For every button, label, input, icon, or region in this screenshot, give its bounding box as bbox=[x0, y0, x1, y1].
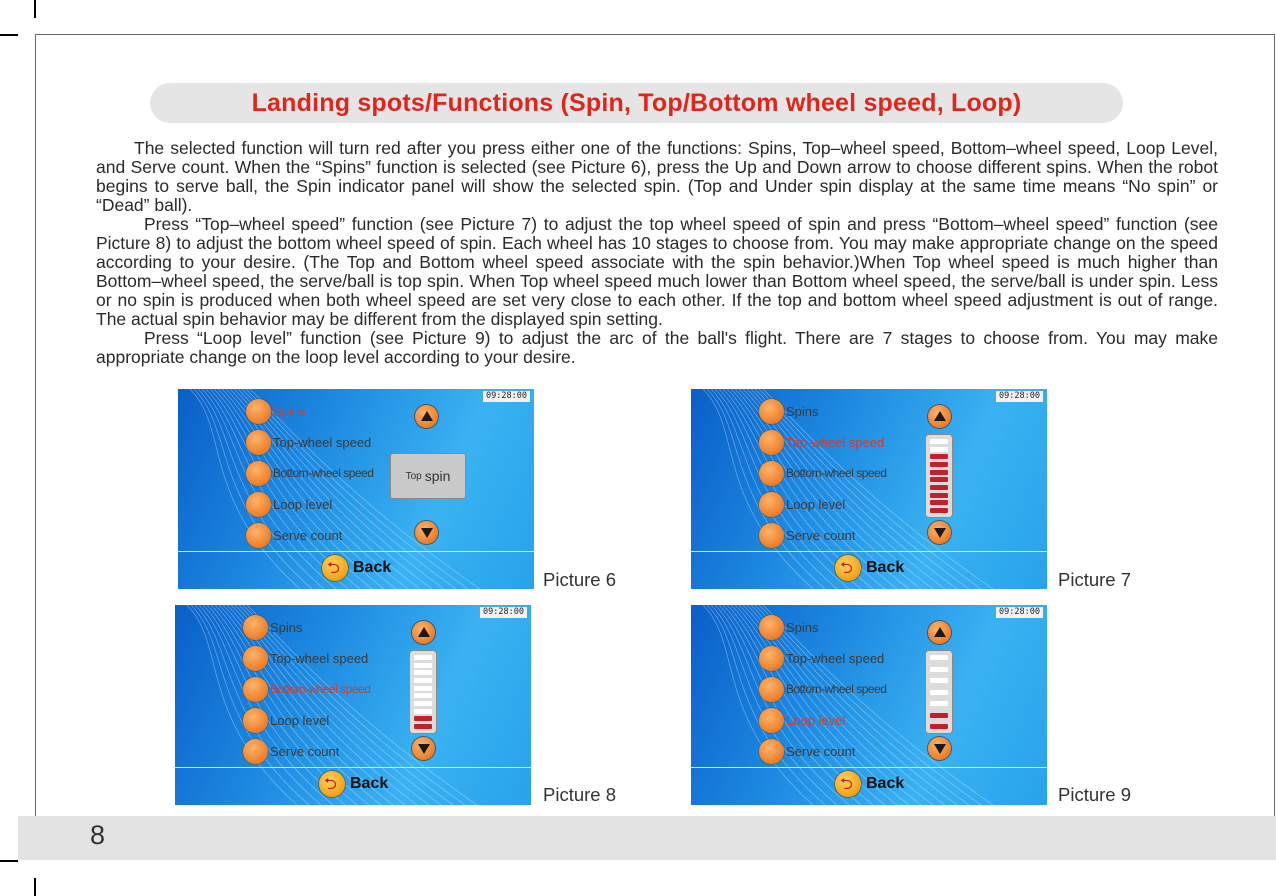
menu-item-top-wheel-speed[interactable] bbox=[759, 429, 884, 455]
back-arrow-icon[interactable] bbox=[319, 771, 345, 797]
meter-segment bbox=[930, 690, 948, 695]
meter-segment bbox=[930, 508, 948, 513]
menu-button-icon[interactable] bbox=[243, 739, 268, 764]
up-arrow-icon[interactable] bbox=[412, 621, 435, 644]
level-meter bbox=[925, 434, 953, 518]
back-button[interactable] bbox=[322, 555, 391, 581]
crop-mark-bottom bbox=[34, 878, 36, 896]
clock-display: 09:28:00 bbox=[483, 391, 530, 402]
spin-indicator-word-1: Top bbox=[405, 470, 422, 482]
menu-item-label: Loop level bbox=[273, 496, 333, 512]
menu-item-serve-count[interactable] bbox=[246, 522, 342, 548]
meter-segment bbox=[414, 678, 432, 683]
meter-segment bbox=[414, 655, 432, 660]
paragraph-spins: The selected function will turn red after you press either one of the functions: Spins, Top–wheel speed, Bottom–wheel speed, Loop Level, and Serve count. When the “Spins” function is selected (see Picture 6), press the Up and Down arrow to choose different spins. When the robot begins to serve ball, the Spin indicator panel will show the selected spin. (Top and Under spin display at the same time means “No spin” or “Dead” ball). bbox=[96, 138, 1218, 215]
crop-mark-top bbox=[34, 0, 36, 18]
down-arrow-icon[interactable] bbox=[412, 737, 435, 760]
meter-segment bbox=[414, 670, 432, 675]
menu-button-icon[interactable] bbox=[246, 430, 271, 455]
divider bbox=[691, 767, 1047, 768]
meter-segment bbox=[930, 701, 948, 706]
menu-item-label: Serve count bbox=[786, 527, 856, 543]
menu-button-icon[interactable] bbox=[759, 399, 784, 424]
meter-segment bbox=[930, 724, 948, 729]
menu-item-label: Top-wheel speed bbox=[270, 650, 369, 666]
meter-segment bbox=[414, 716, 432, 721]
back-arrow-icon[interactable] bbox=[835, 771, 861, 797]
screen-picture-7 bbox=[691, 389, 1047, 589]
menu-button-icon[interactable] bbox=[759, 461, 784, 486]
meter-segment bbox=[930, 500, 948, 505]
divider bbox=[175, 767, 531, 768]
spin-indicator bbox=[390, 453, 466, 499]
menu-button-icon[interactable] bbox=[246, 523, 271, 548]
menu-item-bottom-wheel-speed[interactable] bbox=[759, 676, 886, 702]
menu-item-spins[interactable] bbox=[759, 614, 819, 640]
menu-button-icon[interactable] bbox=[243, 646, 268, 671]
back-button[interactable] bbox=[319, 771, 388, 797]
menu-item-label: Spins bbox=[786, 403, 819, 419]
menu-item-serve-count[interactable] bbox=[243, 738, 339, 764]
level-meter bbox=[925, 650, 953, 734]
up-arrow-icon[interactable] bbox=[928, 405, 951, 428]
menu-item-serve-count[interactable] bbox=[759, 522, 855, 548]
menu-item-label: Serve count bbox=[270, 743, 340, 759]
caption-picture-8: Picture 8 bbox=[543, 784, 617, 805]
meter-segment bbox=[414, 701, 432, 706]
meter-segment bbox=[930, 439, 948, 444]
menu-item-label: Top-wheel speed bbox=[273, 434, 372, 450]
menu-item-top-wheel-speed[interactable] bbox=[243, 645, 368, 671]
menu-button-icon[interactable] bbox=[243, 677, 268, 702]
screen-picture-6 bbox=[178, 389, 534, 589]
meter-segment bbox=[930, 462, 948, 467]
menu-button-icon[interactable] bbox=[243, 615, 268, 640]
menu-button-icon[interactable] bbox=[246, 461, 271, 486]
menu-item-bottom-wheel-speed[interactable] bbox=[759, 460, 886, 486]
back-button-label: Back bbox=[353, 559, 392, 576]
down-arrow-icon[interactable] bbox=[928, 737, 951, 760]
screen-picture-8 bbox=[175, 605, 531, 805]
menu-button-icon[interactable] bbox=[759, 430, 784, 455]
menu-button-icon[interactable] bbox=[246, 399, 271, 424]
meter-segment bbox=[930, 470, 948, 475]
meter-segment bbox=[414, 663, 432, 668]
menu-button-icon[interactable] bbox=[759, 677, 784, 702]
body-text bbox=[96, 139, 1218, 367]
meter-segment bbox=[930, 713, 948, 718]
menu-item-top-wheel-speed[interactable] bbox=[246, 429, 371, 455]
clock-display: 09:28:00 bbox=[996, 391, 1043, 402]
clock-display: 09:28:00 bbox=[480, 607, 527, 618]
menu-item-label: Loop level bbox=[786, 712, 846, 728]
footer-band bbox=[18, 816, 1276, 860]
crop-mark-left-bottom bbox=[0, 860, 18, 862]
menu-item-bottom-wheel-speed[interactable] bbox=[243, 676, 370, 702]
paragraph-loop-level: Press “Loop level” function (see Picture 9) to adjust the arc of the ball's flight. There are 7 stages to choose from. You may make appropriate change on the loop level according to your desire. bbox=[96, 328, 1218, 367]
menu-item-label: Loop level bbox=[270, 712, 330, 728]
screen-picture-9 bbox=[691, 605, 1047, 805]
crop-mark-left-top bbox=[0, 34, 18, 36]
menu-item-label: Top-wheel speed bbox=[786, 434, 885, 450]
menu-item-label: Loop level bbox=[786, 496, 846, 512]
back-arrow-icon[interactable] bbox=[322, 555, 348, 581]
menu-button-icon[interactable] bbox=[759, 523, 784, 548]
meter-segment bbox=[414, 724, 432, 729]
divider bbox=[178, 551, 534, 552]
back-arrow-icon[interactable] bbox=[835, 555, 861, 581]
menu-item-bottom-wheel-speed[interactable] bbox=[246, 460, 373, 486]
page-number: 8 bbox=[90, 820, 106, 850]
down-arrow-icon[interactable] bbox=[415, 521, 438, 544]
menu-item-label: Bottom-wheel speed bbox=[270, 682, 371, 696]
meter-segment bbox=[414, 686, 432, 691]
menu-item-label: Spins bbox=[786, 619, 819, 635]
spin-indicator-word-2: spin bbox=[424, 468, 451, 484]
menu-button-icon[interactable] bbox=[246, 492, 271, 517]
menu-button-icon[interactable] bbox=[759, 615, 784, 640]
menu-button-icon[interactable] bbox=[759, 739, 784, 764]
menu-item-label: Bottom-wheel speed bbox=[273, 466, 374, 480]
back-button-label: Back bbox=[866, 559, 905, 576]
menu-button-icon[interactable] bbox=[759, 646, 784, 671]
menu-item-spins[interactable] bbox=[243, 614, 303, 640]
back-button-label: Back bbox=[350, 775, 389, 792]
divider bbox=[691, 551, 1047, 552]
caption-picture-6: Picture 6 bbox=[543, 569, 617, 590]
menu-item-spins[interactable] bbox=[759, 398, 819, 424]
menu-item-label: Bottom-wheel speed bbox=[786, 682, 887, 696]
menu-button-icon[interactable] bbox=[759, 492, 784, 517]
menu-item-label: Spins bbox=[270, 619, 303, 635]
meter-segment bbox=[930, 477, 948, 482]
menu-item-top-wheel-speed[interactable] bbox=[759, 645, 884, 671]
meter-segment bbox=[930, 447, 948, 452]
menu-item-loop-level[interactable] bbox=[246, 491, 332, 517]
meter-segment bbox=[930, 454, 948, 459]
up-arrow-icon[interactable] bbox=[415, 405, 438, 428]
meter-segment bbox=[930, 485, 948, 490]
menu-button-icon[interactable] bbox=[243, 708, 268, 733]
menu-item-loop-level[interactable] bbox=[243, 707, 329, 733]
back-button-label: Back bbox=[866, 775, 905, 792]
paragraph-wheel-speed: Press “Top–wheel speed” function (see Picture 7) to adjust the top wheel speed of spin and press “Bottom–wheel speed” function (see Picture 8) to adjust the bottom wheel speed of spin. Each wheel has 10 stages to choose from. You may make appropriate change on the speed according to your desire. (The Top and Bottom wheel speed associate with the spin behavior.)When Top wheel speed is much higher than Bottom–wheel speed, the serve/ball is top spin. When Top wheel speed much lower than Bottom wheel speed, the serve/ball is under spin. Less or no spin is produced when both wheel speed are set very close to each other. If the top and bottom wheel speed adjustment is out of range. The actual spin behavior may be different from the displayed spin setting. bbox=[96, 214, 1218, 329]
meter-segment bbox=[930, 678, 948, 683]
clock-display: 09:28:00 bbox=[996, 607, 1043, 618]
meter-segment bbox=[930, 493, 948, 498]
page-title: Landing spots/Functions (Spin, Top/Bottom wheel speed, Loop) bbox=[150, 83, 1123, 123]
menu-item-label: Serve count bbox=[786, 743, 856, 759]
menu-item-label: Top-wheel speed bbox=[786, 650, 885, 666]
menu-item-spins[interactable] bbox=[246, 398, 306, 424]
caption-picture-7: Picture 7 bbox=[1058, 569, 1132, 590]
meter-segment bbox=[930, 667, 948, 672]
menu-item-loop-level[interactable] bbox=[759, 707, 845, 733]
menu-item-loop-level[interactable] bbox=[759, 491, 845, 517]
level-meter bbox=[409, 650, 437, 734]
menu-item-label: Spins bbox=[273, 403, 306, 419]
meter-segment bbox=[930, 655, 948, 660]
caption-picture-9: Picture 9 bbox=[1058, 784, 1132, 805]
menu-item-label: Serve count bbox=[273, 527, 343, 543]
menu-button-icon[interactable] bbox=[759, 708, 784, 733]
back-button[interactable] bbox=[835, 555, 904, 581]
meter-segment bbox=[414, 693, 432, 698]
down-arrow-icon[interactable] bbox=[928, 521, 951, 544]
back-button[interactable] bbox=[835, 771, 904, 797]
menu-item-label: Bottom-wheel speed bbox=[786, 466, 887, 480]
menu-item-serve-count[interactable] bbox=[759, 738, 855, 764]
up-arrow-icon[interactable] bbox=[928, 621, 951, 644]
meter-segment bbox=[414, 709, 432, 714]
